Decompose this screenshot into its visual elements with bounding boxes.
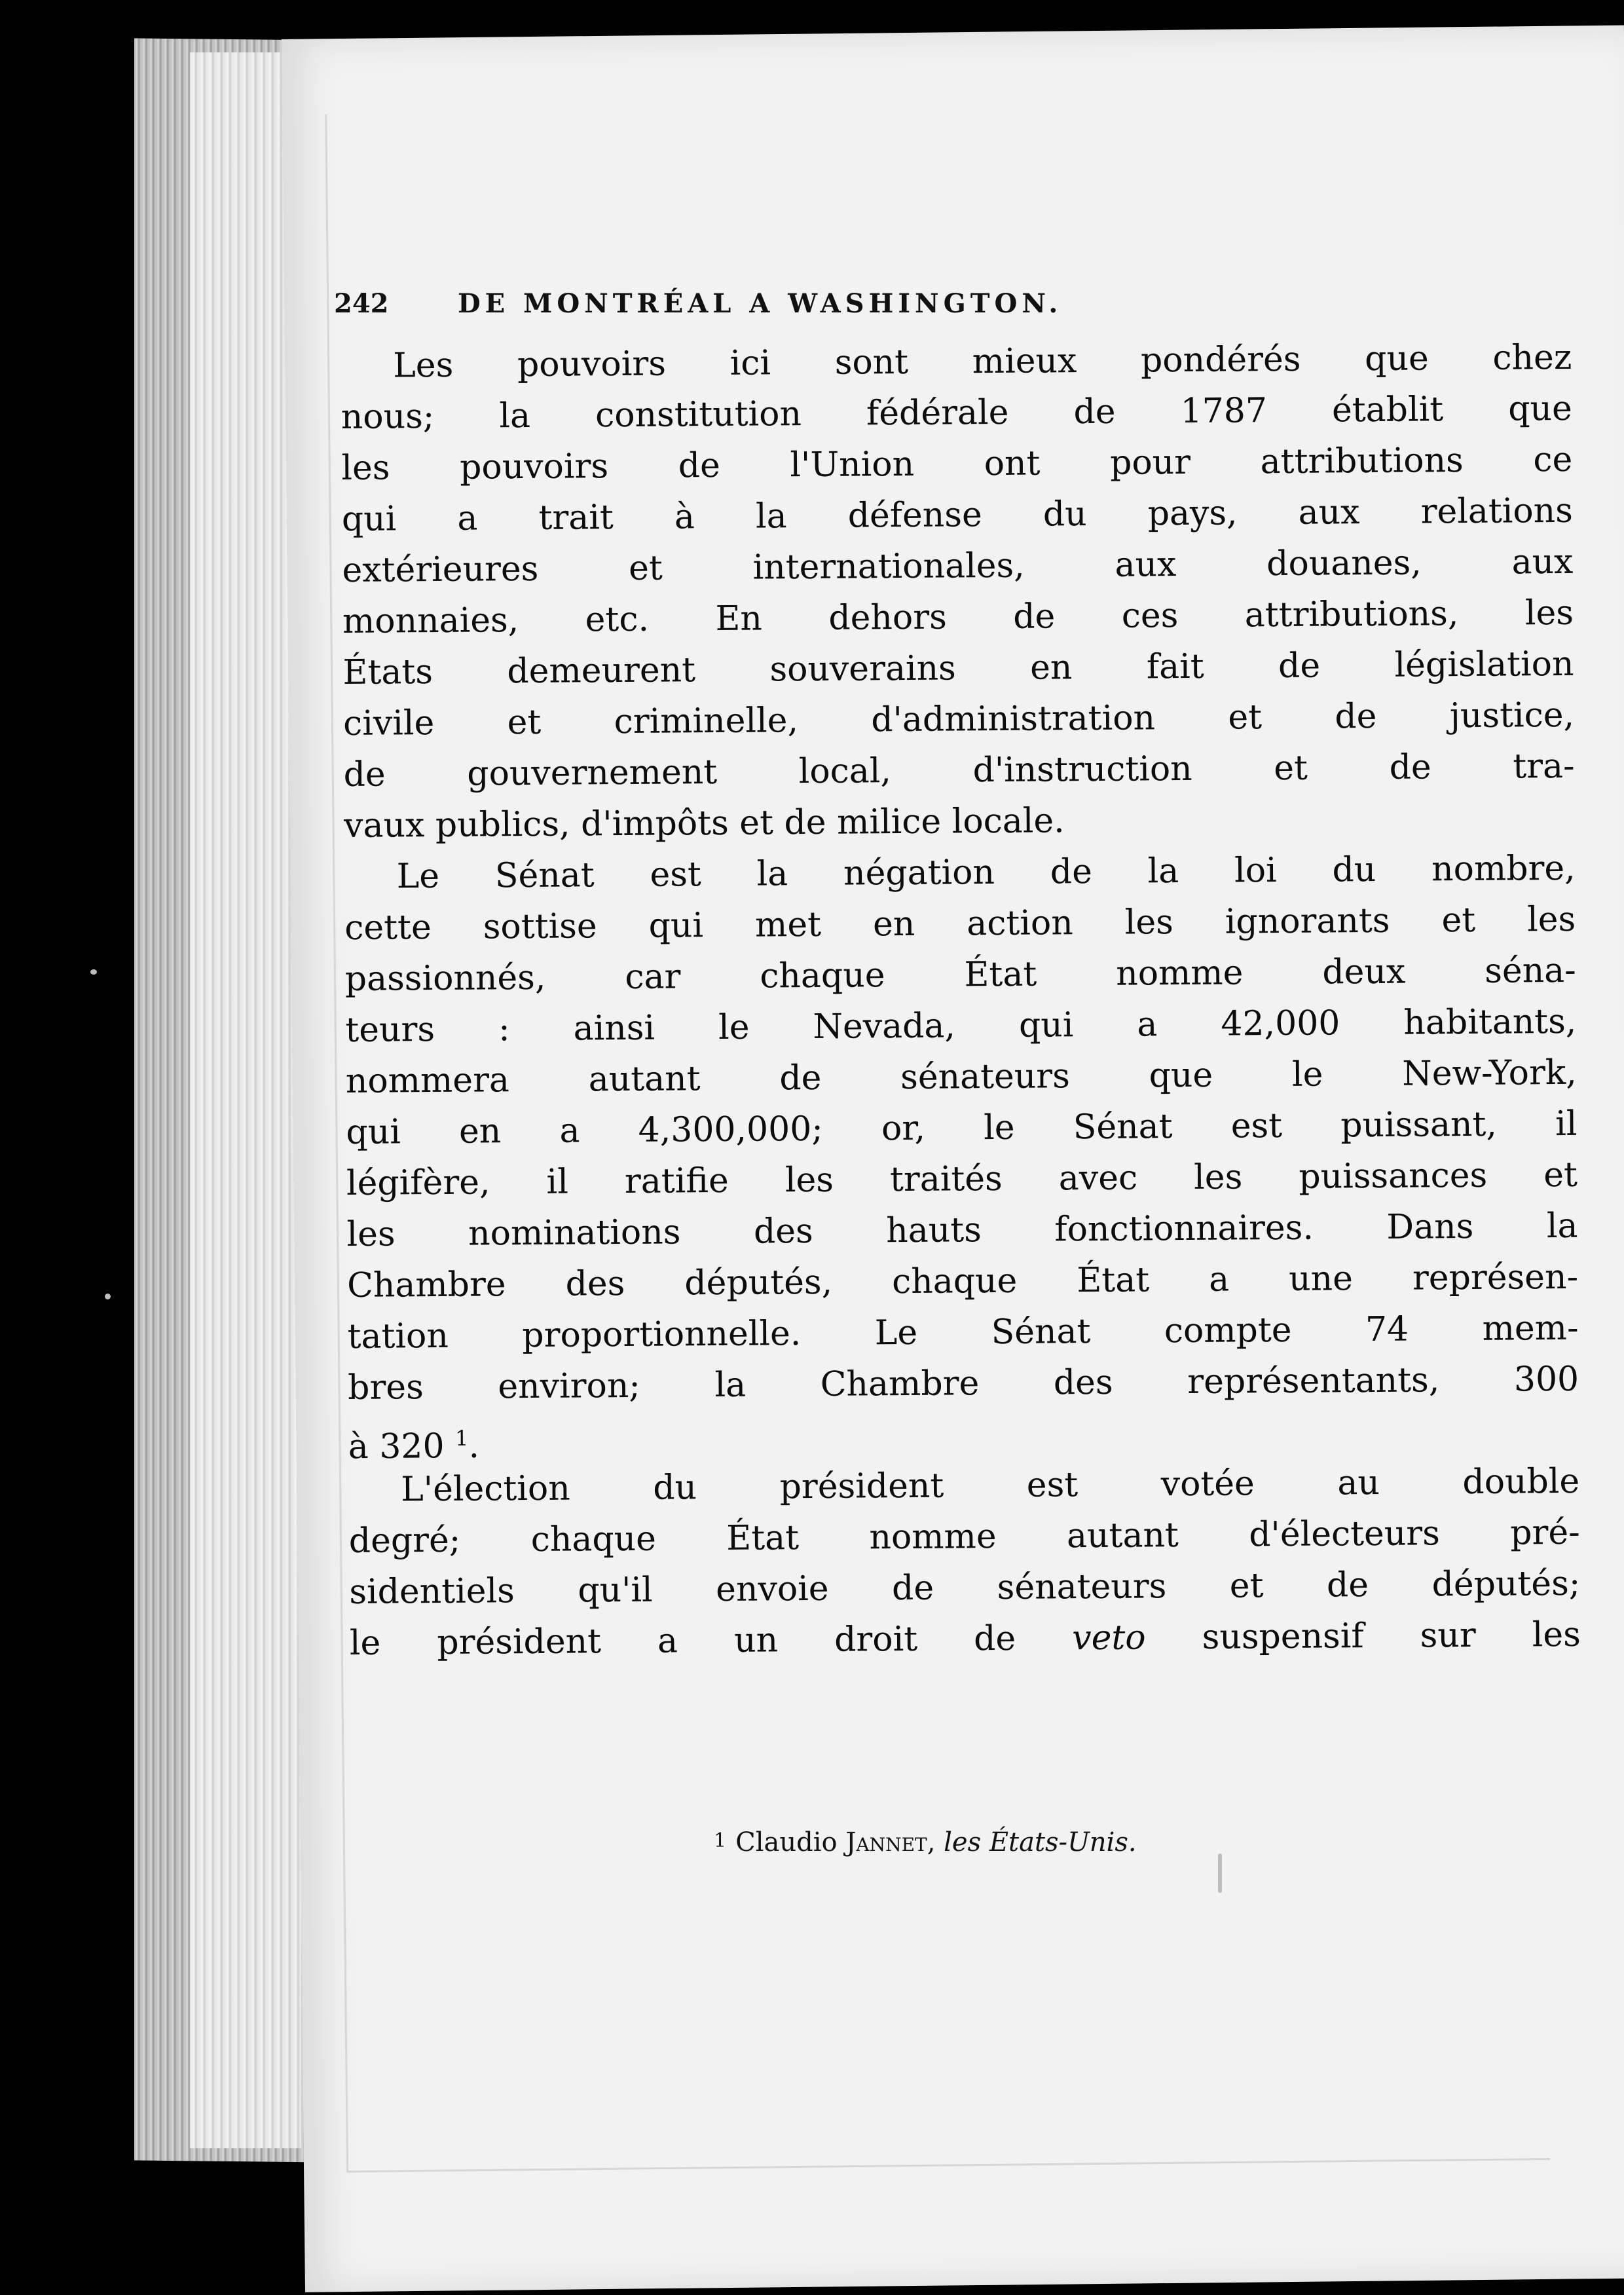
running-head [334,288,1408,319]
footnote-reference: 1 [454,1425,469,1451]
text-fragment: à 320 [348,1427,445,1467]
text-line: extérieures et internationales, aux douanes, aux [342,542,1574,590]
scan-speck [90,969,97,975]
scan-speck [1218,1854,1222,1893]
text-line: nommera autant de sénateurs que le New-York, [345,1053,1578,1101]
footnote-author-last: Jannet [845,1827,927,1857]
text-line: légifère, il ratifie les traités avec les puissances et [346,1155,1578,1203]
scan-speck [105,1294,111,1299]
text-line: Le Sénat est la négation de la loi du nombre, [396,848,1576,897]
footnote [714,1827,1137,1857]
text-line: États demeurent souverains en fait de législation [342,644,1574,692]
text-line: Chambre des députés, chaque État a une représen- [346,1257,1579,1305]
text-line: L'élection du président est votée au double [401,1461,1580,1510]
italic-term: veto [1072,1618,1146,1658]
body-text [341,332,1581,1669]
text-line: tation proportionnelle. Le Sénat compte 74 mem- [347,1308,1579,1356]
text-fragment: le président a un droit de [349,1618,1016,1663]
text-line: sidentiels qu'il envoie de sénateurs et de députés; [349,1563,1581,1612]
text-fragment: suspensif sur les [1202,1614,1581,1657]
text-line: passionnés, car chaque État nomme deux séna- [344,950,1576,999]
footnote-separator: , [927,1827,936,1857]
text-line: les nominations des hauts fonctionnaires. Dans la [346,1206,1578,1254]
footnote-author-first: Claudio [735,1827,838,1857]
text-line: monnaies, etc. En dehors de ces attributions, les [342,593,1574,641]
running-title: DE MONTRÉAL A WASHINGTON. [457,288,1063,319]
text-line: Les pouvoirs ici sont mieux pondérés que chez [393,337,1572,386]
footnote-marker: 1 [714,1829,727,1852]
text-line: degré; chaque État nomme autant d'électeurs pré- [348,1512,1580,1561]
text-line: teurs : ainsi le Nevada, qui a 42,000 habitants, [345,1001,1577,1050]
text-line-with-italic [350,1609,1581,1669]
text-line: de gouvernement local, d'instruction et de tra- [343,746,1575,794]
text-line: nous; la constitution fédérale de 1787 établit que [341,388,1572,437]
text-line: cette sottise qui met en action les ignorants et les [344,899,1576,948]
text-line: vaux publics, d'impôts et de milice locale. [343,801,1065,846]
text-line: bres environ; la Chambre des représentants, 300 [347,1359,1579,1408]
text-line: civile et criminelle, d'administration et de justice, [342,695,1575,743]
footnote-work-title: les États-Unis. [944,1827,1137,1857]
page-number: 242 [334,288,389,319]
text-line: qui a trait à la défense du pays, aux relations [341,491,1574,539]
text-line: les pouvoirs de l'Union ont pour attributions ce [341,439,1573,488]
text-line-with-footnote-ref: à 320 $^1$. [348,1425,480,1467]
text-line: qui en a 4,300,000; or, le Sénat est puissant, il [346,1104,1578,1152]
